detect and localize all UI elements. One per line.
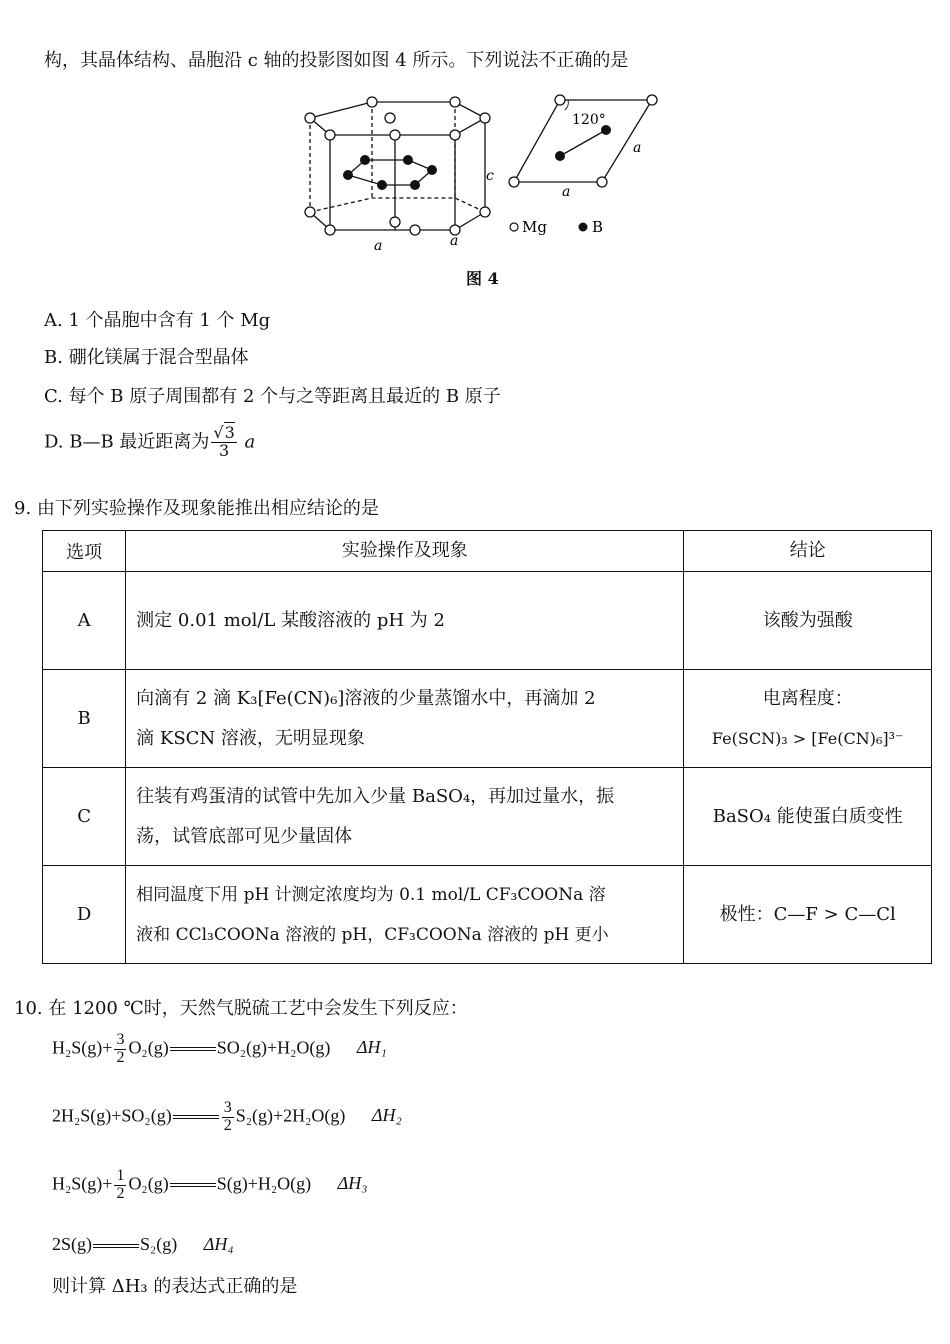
q9-table — [42, 530, 932, 964]
row-d-operation — [126, 866, 684, 964]
eq2-left: 2H₂S(g)+SO₂(g) — [52, 1105, 172, 1126]
eq1-left-b: O₂(g) — [128, 1037, 169, 1058]
eq4-right: S₂(g) — [140, 1234, 178, 1254]
eq1-dh: ΔH₁ — [356, 1037, 387, 1058]
table-row — [43, 866, 932, 964]
label-a-3: a — [633, 140, 642, 156]
eq3-right: S(g)+H₂O(g) — [216, 1173, 312, 1194]
eq2-right: S₂(g)+2H₂O(g) — [235, 1105, 346, 1126]
eq3-frac-num: 1 — [116, 1167, 125, 1184]
eq2-dh: ΔH₂ — [371, 1105, 402, 1126]
row-d-option: D — [43, 866, 126, 964]
legend-b: B — [592, 218, 604, 236]
q8-option-d-fraction: $\frac{√3}{3}$ — [213, 423, 235, 460]
row-b-operation-line1: 向滴有 2 滴 K₃[Fe(CN)₆]溶液的少量蒸馏水中，再滴加 2 — [136, 687, 596, 709]
q9-stem: 9. 由下列实验操作及现象能推出相应结论的是 — [14, 498, 379, 519]
equation-3 — [52, 1168, 367, 1203]
crystal-structure-diagram — [290, 90, 690, 260]
eq4-dh: ΔH₄ — [203, 1234, 234, 1254]
table-row — [43, 768, 932, 866]
eq2-frac-num: 3 — [223, 1099, 232, 1116]
eq2-fraction — [222, 1100, 234, 1135]
label-a-2: a — [450, 233, 459, 249]
row-a-conclusion: 该酸为强酸 — [684, 572, 932, 670]
eq4-left: 2S(g) — [52, 1234, 92, 1254]
equals-sign — [173, 1115, 219, 1119]
eq3-dh: ΔH₃ — [337, 1173, 368, 1194]
intro-text: 构，其晶体结构、晶胞沿 c 轴的投影图如图 4 所示。下列说法不正确的是 — [44, 50, 629, 71]
q8-option-d-suffix: a — [244, 431, 256, 453]
q8-option-d-prefix: D. B—B 最近距离为 — [44, 431, 210, 453]
equation-1 — [52, 1032, 387, 1067]
q10-closing: 则计算 ΔH₃ 的表达式正确的是 — [52, 1276, 298, 1297]
q10-stem: 10. 在 1200 ℃时，天然气脱硫工艺中会发生下列反应： — [14, 998, 468, 1019]
row-c-operation-line2: 荡，试管底部可见少量固体 — [136, 825, 353, 847]
header-conclusion: 结论 — [684, 531, 932, 572]
q8-option-a: A. 1 个晶胞中含有 1 个 Mg — [44, 310, 271, 331]
row-b-operation — [126, 670, 684, 768]
row-b-conclusion-line2: Fe(SCN)₃ > [Fe(CN)₆]³⁻ — [711, 728, 904, 748]
table-row — [43, 572, 932, 670]
row-a-option: A — [43, 572, 126, 670]
eq1-frac-num: 3 — [116, 1031, 125, 1048]
row-b-option: B — [43, 670, 126, 768]
eq3-left-b: O₂(g) — [128, 1173, 169, 1194]
eq1-right: SO₂(g)+H₂O(g) — [216, 1037, 331, 1058]
legend-mg-icon — [510, 223, 518, 231]
crystal-figure — [290, 90, 690, 260]
row-b-operation-line2: 滴 KSCN 溶液，无明显现象 — [136, 727, 365, 749]
eq3-left-a: H₂S(g)+ — [52, 1173, 113, 1194]
q8-option-d-den: 3 — [219, 440, 230, 460]
header-option: 选项 — [43, 531, 126, 572]
equals-sign — [93, 1244, 139, 1248]
eq3-frac-den: 2 — [116, 1184, 125, 1202]
label-a-1: a — [374, 238, 383, 254]
row-d-conclusion: 极性：C—F > C—Cl — [684, 866, 932, 964]
row-b-conclusion — [684, 670, 932, 768]
row-a-operation: 测定 0.01 mol/L 某酸溶液的 pH 为 2 — [126, 572, 684, 670]
q8-option-c: C. 每个 B 原子周围都有 2 个与之等距离且最近的 B 原子 — [44, 386, 501, 407]
equals-sign — [170, 1047, 216, 1051]
eq1-left-a: H₂S(g)+ — [52, 1037, 113, 1058]
equation-4 — [52, 1234, 234, 1255]
row-d-operation-line2: 液和 CCl₃COONa 溶液的 pH，CF₃COONa 溶液的 pH 更小 — [136, 924, 609, 945]
label-c: c — [486, 168, 494, 184]
label-a-4: a — [562, 184, 571, 200]
row-c-operation — [126, 768, 684, 866]
eq1-fraction — [114, 1032, 126, 1067]
eq1-frac-den: 2 — [116, 1048, 125, 1066]
row-d-operation-line1: 相同温度下用 pH 计测定浓度均为 0.1 mol/L CF₃COONa 溶 — [136, 884, 606, 905]
row-b-conclusion-line1: 电离程度： — [762, 687, 853, 709]
q8-option-d — [44, 425, 255, 460]
figure-caption: 图 4 — [466, 269, 499, 288]
eq2-frac-den: 2 — [223, 1116, 232, 1134]
legend-mg: Mg — [522, 218, 547, 236]
legend-b-icon — [579, 223, 588, 232]
row-c-operation-line1: 往装有鸡蛋清的试管中先加入少量 BaSO₄，再加过量水，振 — [136, 785, 615, 807]
q8-option-b: B. 硼化镁属于混合型晶体 — [44, 347, 249, 368]
table-row — [43, 670, 932, 768]
header-operation: 实验操作及现象 — [126, 531, 684, 572]
equation-2 — [52, 1100, 402, 1135]
eq3-fraction — [114, 1168, 126, 1203]
label-angle: 120° — [572, 112, 606, 128]
q8-option-d-num: 3 — [224, 423, 235, 442]
row-c-conclusion: BaSO₄ 能使蛋白质变性 — [684, 768, 932, 866]
row-c-option: C — [43, 768, 126, 866]
table-header-row — [43, 531, 932, 572]
equals-sign — [170, 1183, 216, 1187]
